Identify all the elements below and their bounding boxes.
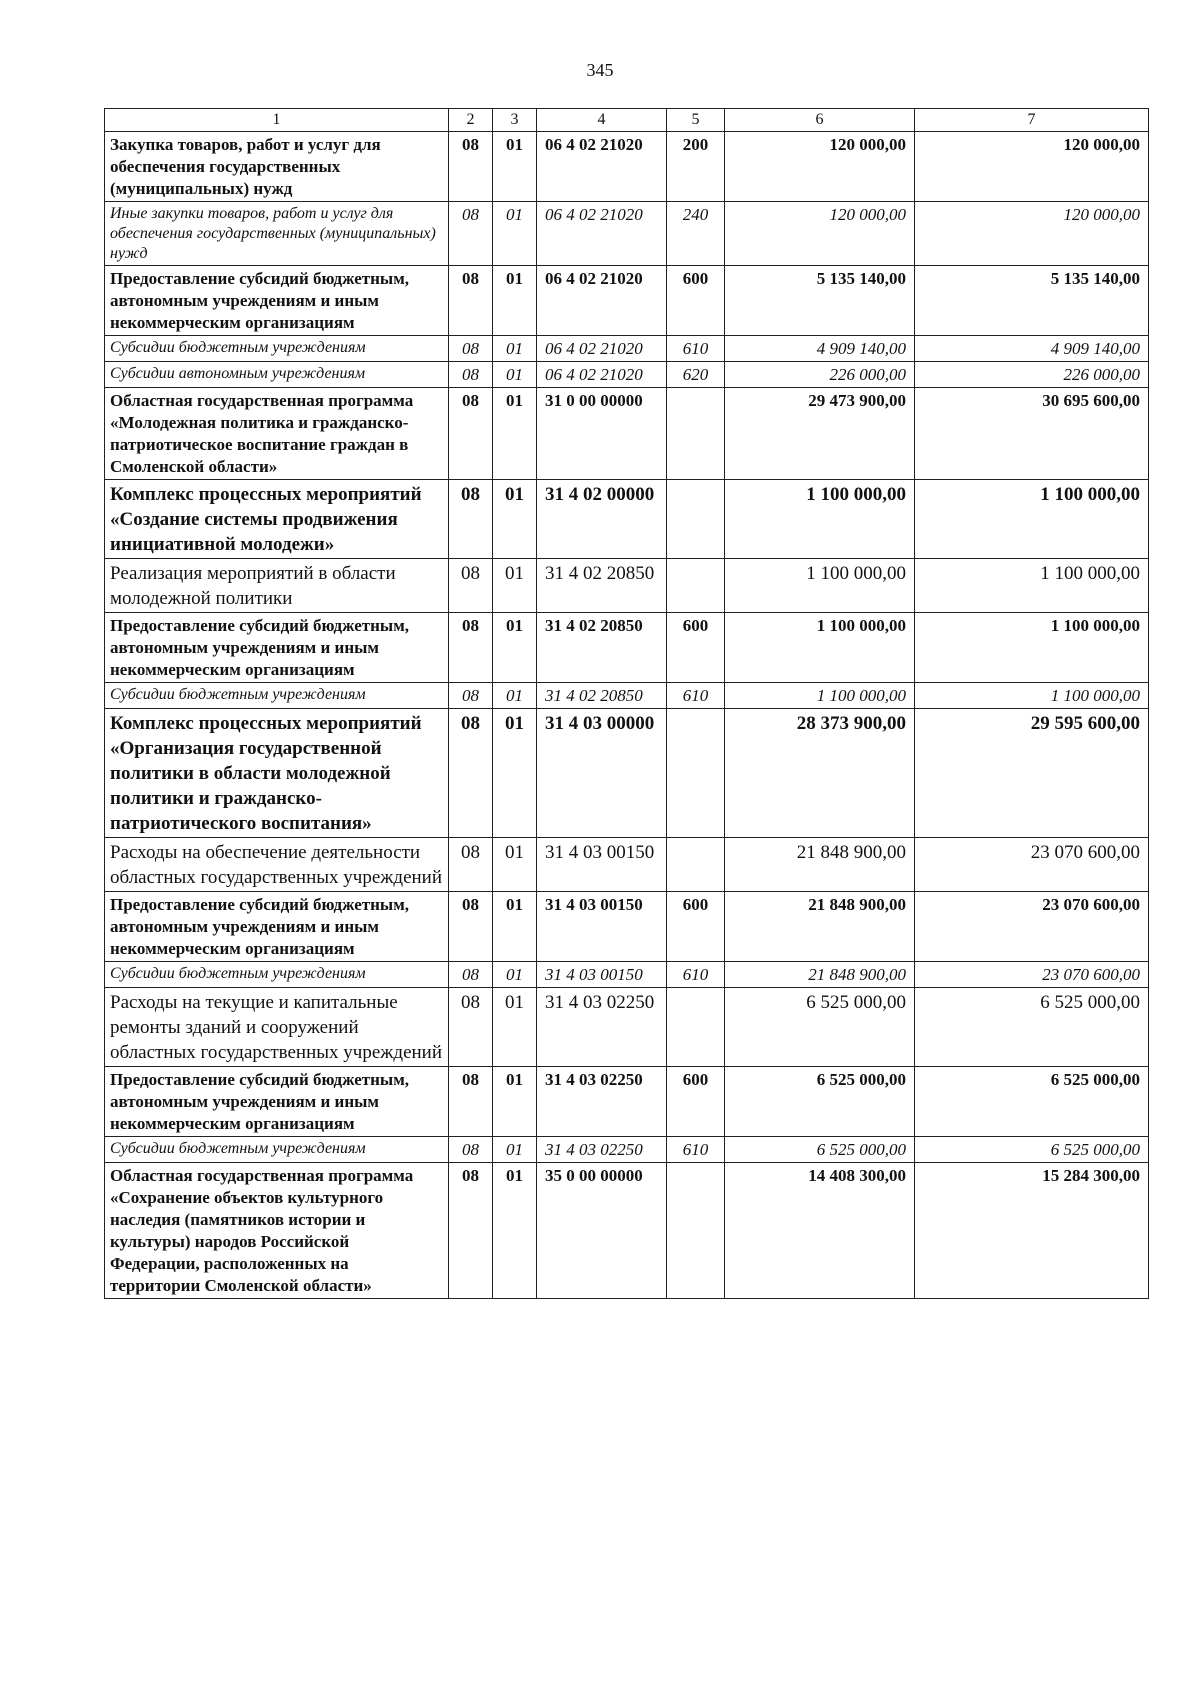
row-name-cell: Расходы на текущие и капитальные ремонты зданий и сооружений областных государственных учреждений xyxy=(105,988,449,1067)
target-article-cell: 31 4 03 00150 xyxy=(537,892,667,962)
subsection-code-cell: 01 xyxy=(493,480,537,559)
expense-type-cell xyxy=(667,838,725,892)
table-row xyxy=(105,709,1149,838)
expense-type-cell xyxy=(667,480,725,559)
amount-year1-cell: 6 525 000,00 xyxy=(725,1137,915,1163)
column-header: 3 xyxy=(493,109,537,132)
amount-year1-cell: 29 473 900,00 xyxy=(725,388,915,480)
target-article-cell: 31 4 03 02250 xyxy=(537,1137,667,1163)
amount-year1-cell: 5 135 140,00 xyxy=(725,266,915,336)
amount-year2-cell: 120 000,00 xyxy=(915,202,1149,266)
section-code-cell: 08 xyxy=(449,388,493,480)
page-number: 345 xyxy=(586,60,614,80)
target-article-cell: 06 4 02 21020 xyxy=(537,362,667,388)
amount-year2-cell: 23 070 600,00 xyxy=(915,892,1149,962)
target-article-cell: 31 4 03 00150 xyxy=(537,838,667,892)
target-article-cell: 35 0 00 00000 xyxy=(537,1163,667,1299)
table-row xyxy=(105,962,1149,988)
target-article-cell: 06 4 02 21020 xyxy=(537,202,667,266)
table-row xyxy=(105,1137,1149,1163)
section-code-cell: 08 xyxy=(449,613,493,683)
amount-year1-cell: 6 525 000,00 xyxy=(725,988,915,1067)
subsection-code-cell: 01 xyxy=(493,709,537,838)
subsection-code-cell: 01 xyxy=(493,1067,537,1137)
subsection-code-cell: 01 xyxy=(493,1163,537,1299)
table-row xyxy=(105,388,1149,480)
target-article-cell: 31 4 02 20850 xyxy=(537,559,667,613)
expense-type-cell: 600 xyxy=(667,266,725,336)
section-code-cell: 08 xyxy=(449,1163,493,1299)
expense-type-cell: 620 xyxy=(667,362,725,388)
section-code-cell: 08 xyxy=(449,683,493,709)
subsection-code-cell: 01 xyxy=(493,838,537,892)
section-code-cell: 08 xyxy=(449,892,493,962)
table-row xyxy=(105,988,1149,1067)
table-row xyxy=(105,559,1149,613)
expense-type-cell xyxy=(667,559,725,613)
section-code-cell: 08 xyxy=(449,988,493,1067)
amount-year2-cell: 30 695 600,00 xyxy=(915,388,1149,480)
amount-year2-cell: 6 525 000,00 xyxy=(915,988,1149,1067)
subsection-code-cell: 01 xyxy=(493,362,537,388)
expense-type-cell: 610 xyxy=(667,962,725,988)
column-number-row xyxy=(105,109,1149,132)
table-row xyxy=(105,683,1149,709)
row-name-cell: Иные закупки товаров, работ и услуг для обеспечения государственных (муниципальных) нужд xyxy=(105,202,449,266)
subsection-code-cell: 01 xyxy=(493,132,537,202)
row-name-cell: Субсидии бюджетным учреждениям xyxy=(105,1137,449,1163)
amount-year1-cell: 4 909 140,00 xyxy=(725,336,915,362)
section-code-cell: 08 xyxy=(449,266,493,336)
target-article-cell: 31 4 02 00000 xyxy=(537,480,667,559)
subsection-code-cell: 01 xyxy=(493,559,537,613)
table-body xyxy=(105,132,1149,1299)
table-row xyxy=(105,266,1149,336)
row-name-cell: Предоставление субсидий бюджетным, автономным учреждениям и иным некоммерческим организациям xyxy=(105,266,449,336)
section-code-cell: 08 xyxy=(449,336,493,362)
expense-type-cell: 600 xyxy=(667,613,725,683)
subsection-code-cell: 01 xyxy=(493,962,537,988)
section-code-cell: 08 xyxy=(449,709,493,838)
row-name-cell: Субсидии автономным учреждениям xyxy=(105,362,449,388)
expense-type-cell: 200 xyxy=(667,132,725,202)
column-header: 7 xyxy=(915,109,1149,132)
amount-year1-cell: 21 848 900,00 xyxy=(725,962,915,988)
target-article-cell: 31 4 03 02250 xyxy=(537,1067,667,1137)
expense-type-cell: 610 xyxy=(667,1137,725,1163)
amount-year1-cell: 120 000,00 xyxy=(725,132,915,202)
amount-year1-cell: 14 408 300,00 xyxy=(725,1163,915,1299)
expense-type-cell xyxy=(667,988,725,1067)
amount-year2-cell: 29 595 600,00 xyxy=(915,709,1149,838)
section-code-cell: 08 xyxy=(449,132,493,202)
section-code-cell: 08 xyxy=(449,1067,493,1137)
row-name-cell: Областная государственная программа «Молодежная политика и гражданско-патриотическое воспитание граждан в Смоленской области» xyxy=(105,388,449,480)
section-code-cell: 08 xyxy=(449,1137,493,1163)
expense-type-cell: 240 xyxy=(667,202,725,266)
expense-type-cell xyxy=(667,1163,725,1299)
section-code-cell: 08 xyxy=(449,962,493,988)
table-row xyxy=(105,362,1149,388)
column-header: 6 xyxy=(725,109,915,132)
target-article-cell: 31 4 03 00000 xyxy=(537,709,667,838)
row-name-cell: Областная государственная программа «Сохранение объектов культурного наследия (памятников истории и культуры) народов Российской Федерации, расположенных на территории Смоленской области» xyxy=(105,1163,449,1299)
target-article-cell: 31 4 02 20850 xyxy=(537,683,667,709)
subsection-code-cell: 01 xyxy=(493,613,537,683)
amount-year1-cell: 120 000,00 xyxy=(725,202,915,266)
section-code-cell: 08 xyxy=(449,202,493,266)
amount-year1-cell: 6 525 000,00 xyxy=(725,1067,915,1137)
section-code-cell: 08 xyxy=(449,559,493,613)
row-name-cell: Реализация мероприятий в области молодежной политики xyxy=(105,559,449,613)
subsection-code-cell: 01 xyxy=(493,388,537,480)
table-row xyxy=(105,202,1149,266)
table-row xyxy=(105,1163,1149,1299)
subsection-code-cell: 01 xyxy=(493,1137,537,1163)
amount-year1-cell: 1 100 000,00 xyxy=(725,683,915,709)
expense-type-cell: 610 xyxy=(667,683,725,709)
amount-year1-cell: 1 100 000,00 xyxy=(725,480,915,559)
amount-year1-cell: 226 000,00 xyxy=(725,362,915,388)
expense-type-cell xyxy=(667,709,725,838)
section-code-cell: 08 xyxy=(449,838,493,892)
column-header: 5 xyxy=(667,109,725,132)
table-row xyxy=(105,838,1149,892)
table-row xyxy=(105,892,1149,962)
amount-year2-cell: 120 000,00 xyxy=(915,132,1149,202)
amount-year2-cell: 15 284 300,00 xyxy=(915,1163,1149,1299)
table-row xyxy=(105,336,1149,362)
table-row xyxy=(105,132,1149,202)
row-name-cell: Предоставление субсидий бюджетным, автономным учреждениям и иным некоммерческим организациям xyxy=(105,1067,449,1137)
amount-year2-cell: 6 525 000,00 xyxy=(915,1067,1149,1137)
budget-table xyxy=(104,108,1149,1299)
column-header: 2 xyxy=(449,109,493,132)
column-header: 1 xyxy=(105,109,449,132)
subsection-code-cell: 01 xyxy=(493,683,537,709)
table-row xyxy=(105,613,1149,683)
expense-type-cell xyxy=(667,388,725,480)
row-name-cell: Комплекс процессных мероприятий «Организация государственной политики в области молодежной политики и гражданско-патриотического воспитания» xyxy=(105,709,449,838)
amount-year1-cell: 1 100 000,00 xyxy=(725,559,915,613)
amount-year2-cell: 6 525 000,00 xyxy=(915,1137,1149,1163)
section-code-cell: 08 xyxy=(449,480,493,559)
table-row xyxy=(105,480,1149,559)
section-code-cell: 08 xyxy=(449,362,493,388)
amount-year2-cell: 23 070 600,00 xyxy=(915,962,1149,988)
expense-type-cell: 600 xyxy=(667,892,725,962)
target-article-cell: 31 4 02 20850 xyxy=(537,613,667,683)
row-name-cell: Субсидии бюджетным учреждениям xyxy=(105,962,449,988)
amount-year1-cell: 28 373 900,00 xyxy=(725,709,915,838)
amount-year2-cell: 5 135 140,00 xyxy=(915,266,1149,336)
amount-year2-cell: 1 100 000,00 xyxy=(915,559,1149,613)
target-article-cell: 06 4 02 21020 xyxy=(537,336,667,362)
amount-year2-cell: 1 100 000,00 xyxy=(915,480,1149,559)
subsection-code-cell: 01 xyxy=(493,266,537,336)
expense-type-cell: 600 xyxy=(667,1067,725,1137)
amount-year2-cell: 1 100 000,00 xyxy=(915,683,1149,709)
subsection-code-cell: 01 xyxy=(493,202,537,266)
subsection-code-cell: 01 xyxy=(493,988,537,1067)
table-row xyxy=(105,1067,1149,1137)
expense-type-cell: 610 xyxy=(667,336,725,362)
subsection-code-cell: 01 xyxy=(493,892,537,962)
amount-year1-cell: 21 848 900,00 xyxy=(725,892,915,962)
target-article-cell: 31 0 00 00000 xyxy=(537,388,667,480)
column-header: 4 xyxy=(537,109,667,132)
row-name-cell: Субсидии бюджетным учреждениям xyxy=(105,683,449,709)
row-name-cell: Расходы на обеспечение деятельности областных государственных учреждений xyxy=(105,838,449,892)
row-name-cell: Закупка товаров, работ и услуг для обеспечения государственных (муниципальных) нужд xyxy=(105,132,449,202)
amount-year2-cell: 1 100 000,00 xyxy=(915,613,1149,683)
row-name-cell: Субсидии бюджетным учреждениям xyxy=(105,336,449,362)
amount-year1-cell: 21 848 900,00 xyxy=(725,838,915,892)
amount-year2-cell: 226 000,00 xyxy=(915,362,1149,388)
amount-year2-cell: 4 909 140,00 xyxy=(915,336,1149,362)
row-name-cell: Комплекс процессных мероприятий «Создание системы продвижения инициативной молодежи» xyxy=(105,480,449,559)
target-article-cell: 31 4 03 00150 xyxy=(537,962,667,988)
target-article-cell: 06 4 02 21020 xyxy=(537,266,667,336)
amount-year2-cell: 23 070 600,00 xyxy=(915,838,1149,892)
row-name-cell: Предоставление субсидий бюджетным, автономным учреждениям и иным некоммерческим организациям xyxy=(105,613,449,683)
amount-year1-cell: 1 100 000,00 xyxy=(725,613,915,683)
target-article-cell: 06 4 02 21020 xyxy=(537,132,667,202)
target-article-cell: 31 4 03 02250 xyxy=(537,988,667,1067)
row-name-cell: Предоставление субсидий бюджетным, автономным учреждениям и иным некоммерческим организациям xyxy=(105,892,449,962)
subsection-code-cell: 01 xyxy=(493,336,537,362)
